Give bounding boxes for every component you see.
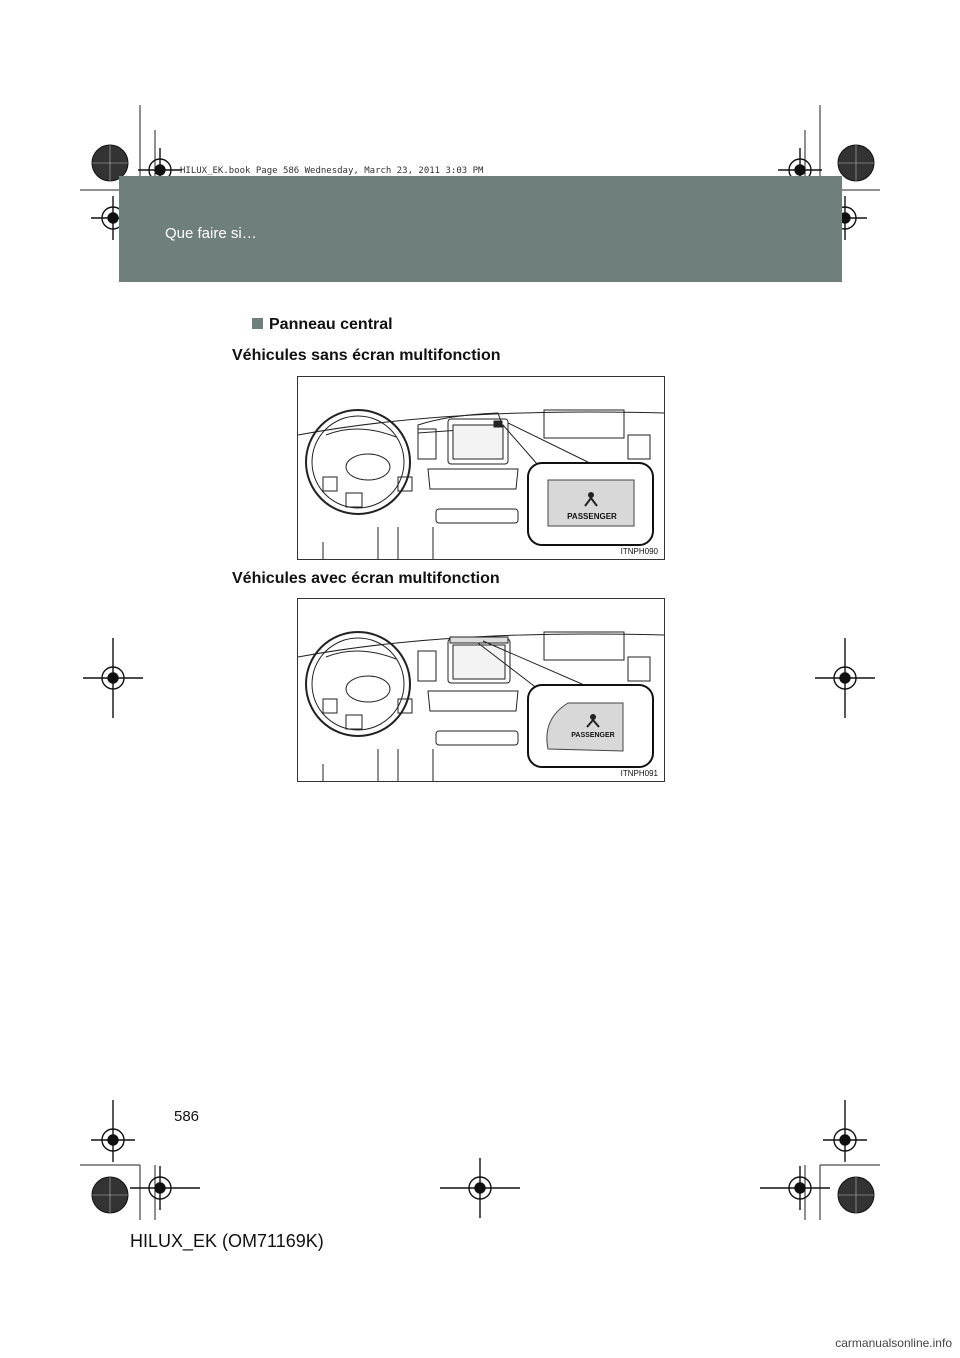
dashboard-figure-2	[297, 598, 665, 782]
subsection-heading-2: Véhicules avec écran multifonction	[232, 570, 500, 587]
site-watermark: carmanualsonline.info	[835, 1336, 952, 1350]
dashboard-illustration	[298, 599, 664, 781]
print-info: HILUX_EK.book Page 586 Wednesday, March 23, 2011 3:03 PM	[180, 166, 484, 176]
passenger-indicator-label-1: PASSENGER	[567, 512, 617, 521]
dashboard-illustration	[298, 377, 664, 559]
section-title: Que faire si…	[165, 225, 257, 242]
page-number: 586	[174, 1108, 200, 1125]
figure-code-2: ITNPH091	[620, 769, 658, 778]
section-heading: Panneau central	[252, 316, 393, 334]
figure-code-1: ITNPH090	[620, 547, 658, 556]
subsection-heading-1: Véhicules sans écran multifonction	[232, 347, 501, 364]
dashboard-figure-1	[297, 376, 665, 560]
square-bullet-icon	[252, 318, 263, 329]
manual-id: HILUX_EK (OM71169K)	[130, 1231, 324, 1251]
passenger-indicator-label-2: PASSENGER	[571, 732, 615, 739]
